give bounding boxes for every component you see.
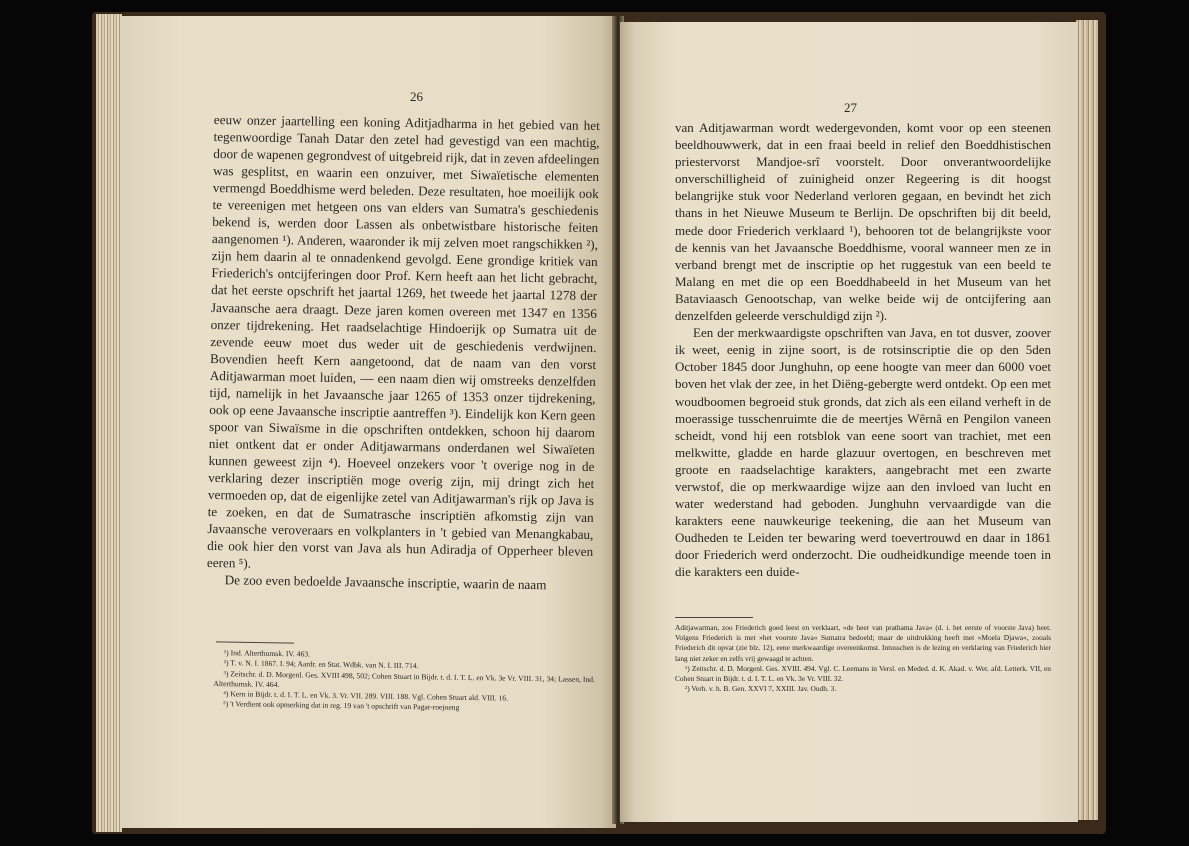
footnote: ¹) Ind. Alterthumsk. IV. 463.	[223, 648, 311, 659]
footnote: ⁴) Kern in Bijdr. t. d. I. T. L. en Vk. 3. Vr. VII. 289. VIII. 188. Vgl. Cohen Stuart ald. VIII. 16.	[223, 689, 509, 703]
paragraph: van Aditjawarman wordt wedergevonden, komt voor op een steenen beeldhouwwerk, dat in een fraai beeld in relief den Boeddhistischen priestervorst Mandjoe-srî voorstelt. Door onverantwoordelijke onverschilligheid of zuinigheid onzer Regeering is dit hoogst belangrijke stuk voor Nederland verloren gegaan, en bevindt het zich thans in het Nieuwe Museum te Berlijn. De opschriften bij dit beeld, mede door Friederich verklaard ¹), behooren tot de belangrijkste voor de kennis van het Javaansche Boeddhisme, vooral wanneer men ze in verband brengt met de inscriptie op het ruggestuk van een beeld te Malang en met die op een Boeddhabeeld in het Museum van het Bataviaasch Genootschap, van welke beide wij de ontcijfering aan denzelfden geleerde verschuldigd zijn ²).	[675, 120, 1051, 324]
right-page	[620, 22, 1078, 822]
paragraph: eeuw onzer jaartelling een koning Aditjadharma in het gebied van het tegenwoordige Tanah Datar den zetel had gevestigd van een machtig, door de wapenen gegrondvest of uitgebreid rijk, dat in zeven afdeelingen was gesplitst, en waarin een onzuiver, met Siwaïetische elementen vermengd Boeddhisme werd beleden. Deze resultaten, hoe moeilijk ook te vereenigen met hetgeen ons van elders van Sumatra's geschiedenis bekend is, werden door Lassen als onbetwistbare historische feiten aangenomen ¹). Anderen, waaronder ik mij zelven moet rangschikken ²), zijn hem daarin al te onnadenkend gevolgd. Eene grondige kritiek van Friederich's ontcijferingen door Prof. Kern heeft aan het licht gebracht, dat het eerste opschrift het jaartal 1269, het tweede het jaartal 1278 der Javaansche aera draagt. Deze jaren komen overeen met 1347 en 1356 onzer tijdrekening. Het raadselachtige Hindoerijk op Sumatra uit de zevende eeuw moet dus weder uit de geschiedenis verdwijnen. Bovendien heeft Kern aangetoond, dat de naam van den vorst Aditjawarman moet luiden, — een naam dien wij omstreeks denzelfden tijd, namelijk in het Javaansche jaar 1265 of 1353 onzer tijdrekening, ook op eene Javaansche inscriptie aantreffen ³). Eindelijk kon Kern geen spoor van Siwaïsme in die opschriften ontdekken, schoon hij daarom niet ontkent dat er onder Aditjawarmans onderdanen wel Siwaïeten kunnen geweest zijn ⁴). Hoeveel onzekers voor 't overige nog in de verklaring dezer inscriptiën moge overig zijn, mij dringt zich het vermoeden op, dat de eigenlijke zetel van Aditjawarman's rijk op Java is te zoeken, en dat de Sumatrasche inscriptiën afkomstig zijn van Javaansche veroveraars en volkplanters in 't gebied van Menangkabau, die ook hier den vorst van Java als hun Adiradja of Opperheer bleven eeren ⁵).	[206, 111, 600, 571]
page-edges-right	[1076, 20, 1098, 820]
page-edges-left	[96, 14, 122, 832]
footnote: ²) T. v. N. I. 1867. I. 94; Aardr. en Stat. Wdbk. van N. I. III. 714.	[223, 658, 419, 671]
paragraph: De zoo even bedoelde Javaansche inscriptie, waarin de naam	[224, 572, 547, 593]
left-page-body	[207, 111, 600, 594]
page-number-right: 27	[844, 100, 857, 115]
left-page	[120, 16, 616, 828]
right-page-body	[675, 119, 1051, 581]
footnote: ¹) Zeitschr. d. D. Morgenl. Ges. XVIII. 494. Vgl. C. Leemans in Versl. en Meded. d. K. Akad. v. Wet. afd. Letterk. VII, en Cohen Stuart in Bijdr. t. d. I. T. L. en Vk. 3e Vr. VIII. 32.	[675, 663, 1051, 684]
footnote-rule	[675, 617, 753, 618]
paragraph: Een der merkwaardigste opschriften van Java, en tot dusver, zoover ik weet, eenig in zijne soort, is de rotsinscriptie die op den 5den October 1845 door Junghuhn, op eene hoogte van meer dan 6000 voet boven het vlak der zee, in het Diëng-gebergte werd ontdekt. Op een met woudboomen begroeid stuk gronds, dat zich als een eiland verheft in de moerassige tusschenruimte die de meertjes Wêrnâ en Pengilon vaneen scheidt, vond hij een rotsblok van eene soort van trachiet, met een melkwitte, gladde en harde glazuur overtogen, en beschreven met groote en raadselachtige karakters, aangebracht met een zwarte verwstof, die op merkwaardige wijze aan den invloed van lucht en water wederstand had geboden. Junghuhn vervaardigde van die karakters eene nauwkeurige teekening, die aan het Museum van Oudheden te Leiden ter bewaring werd toevertrouwd en daar in 1861 door Friederich werd onderzocht. Die oudheidkundige meende toen in die karakters een duide-	[675, 325, 1051, 580]
footnote: ²) Verh. v. h. B. Gen. XXVI 7, XXIII. Jav. Oudh. 3.	[685, 684, 837, 694]
footnote: ⁵) 't Verdient ook opmerking dat in reg. 19 van 't opschrift van Pagar-roejoeng	[223, 699, 460, 713]
footnote: ³) Zeitschr. d. D. Morgenl. Ges. XVIII 498, 502; Cohen Stuart in Bijdr. t. d. I. T. L. en Vk. 3e Vr. VIII. 31, 34; Lassen, Ind. Alterthumsk. IV. 464.	[213, 668, 595, 689]
footnote-rule	[216, 641, 294, 643]
left-footnotes	[213, 648, 604, 716]
page-number-left: 26	[410, 89, 423, 104]
footnote: Aditjawarman, zoo Friederich goed leest en verklaart, »de heer van prathama Java« (d. i. het eerste of voorste Java) heet. Volgens Friederich is met »het voorste Java« Sumatra bedoeld; maar de uitdrukking heeft met »Moela Djawa«, zooals Friederich dit opvat (zie blz. 12), eene merkwaardige overeenkomst. Intusschen is de lezing en verklaring van Friederich hier lang niet zeker en zelfs vrij gewaagd te achten.	[675, 623, 1051, 663]
right-footnotes	[675, 623, 1051, 694]
